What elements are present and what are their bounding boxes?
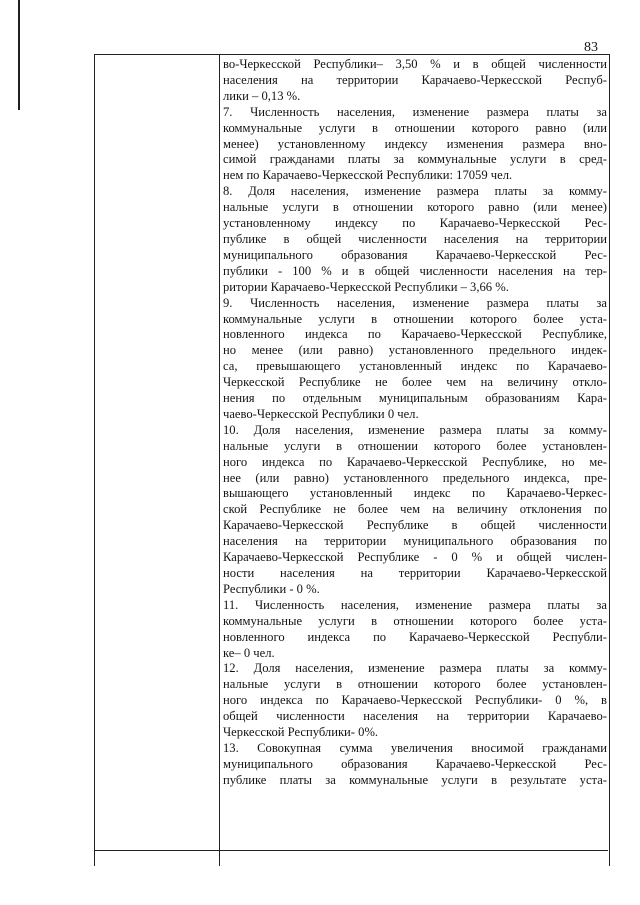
text-line: вышающего установленный индекс по Карачаево-Черкес- — [223, 486, 607, 501]
text-line: во-Черкесской Республики– 3,50 % и в общей численности — [223, 57, 607, 71]
table-bottom-rule — [94, 850, 608, 851]
text-line: новленного индекса по Карачаево-Черкесской Республи- — [223, 629, 607, 644]
text-line: 8. Доля населения, изменение размера платы за комму- — [223, 184, 607, 199]
text-line: 10. Доля населения, изменение размера платы за комму- — [223, 422, 607, 437]
text-line: нальные услуги в отношении которого более установлен- — [223, 677, 607, 692]
text-line: населения на территории Карачаево-Черкесской Респуб- — [223, 72, 607, 87]
left-margin-rule — [18, 0, 20, 110]
text-line: установленному индексу по Карачаево-Черкесской Рес- — [223, 216, 607, 231]
column-divider — [219, 55, 220, 866]
text-line: нальные услуги в отношении которого более установлен- — [223, 438, 607, 453]
text-line: ской Республике не более чем на величину отклонения по — [223, 502, 607, 517]
text-line: 12. Доля населения, изменение размера платы за комму- — [223, 661, 607, 676]
text-line: коммунальные услуги в отношении которого более уста- — [223, 613, 607, 628]
text-line: са, превышающего установленный индекс по Карачаево- — [223, 359, 607, 374]
text-line: населения на территории муниципального образования по — [223, 534, 607, 549]
text-line: ности населения на территории Карачаево-Черкесской — [223, 566, 607, 580]
text-line: новленного индекса по Карачаево-Черкесской Республике, — [223, 327, 607, 342]
text-line: ного индекса по Карачаево-Черкесской Республике, но ме- — [223, 454, 607, 469]
text-line: Карачаево-Черкесской Республике - 0 % и общей числен- — [223, 550, 607, 565]
text-line: 11. Численность населения, изменение размера платы за — [223, 597, 607, 612]
text-line: коммунальные услуги в отношении которого более уста- — [223, 311, 607, 326]
text-line: коммунальные услуги в отношении которого равно (или — [223, 120, 607, 135]
text-line: муниципального образования Карачаево-Черкесской Рес- — [223, 247, 607, 262]
text-line: но менее (или равно) установленного предельного индек- — [223, 343, 607, 358]
text-line: нее (или равно) установленного предельного индекса, пре- — [223, 470, 607, 485]
text-line: лики – 0,13 %. — [223, 88, 301, 103]
text-line: публике в общей численности населения на территории — [223, 231, 607, 246]
text-line: ке– 0 чел. — [223, 645, 275, 660]
text-line: чаево-Черкесской Республики 0 чел. — [223, 406, 419, 421]
document-table — [94, 54, 610, 866]
text-line: менее) установленному индексу изменения размера вно- — [223, 136, 607, 151]
page-number: 83 — [584, 40, 598, 55]
text-line: нальные услуги в отношении которого равно (или менее) — [223, 200, 607, 215]
text-line: нения по отдельным муниципальным образованиям Кара- — [223, 391, 607, 406]
text-line: муниципального образования Карачаево-Черкесской Рес- — [223, 756, 607, 771]
text-line: 9. Численность населения, изменение размера платы за — [223, 295, 607, 310]
text-line: 13. Совокупная сумма увеличения вносимой гражданами — [223, 740, 607, 755]
text-line: Черкесской Республики- 0%. — [223, 725, 379, 740]
text-line: общей численности населения на территории Карачаево- — [223, 709, 607, 724]
text-line: симой гражданами платы за коммунальные услуги в сред- — [223, 152, 607, 167]
text-line: ного индекса по Карачаево-Черкесской Республики- 0 %, в — [223, 693, 607, 708]
text-line: 7. Численность населения, изменение размера платы за — [223, 104, 607, 119]
text-line: публики - 100 % и в общей численности населения на тер- — [223, 263, 607, 278]
text-line: публике платы за коммунальные услуги в результате уста- — [223, 772, 607, 787]
text-line: Республики - 0 %. — [223, 581, 320, 596]
text-line: нем по Карачаево-Черкесской Республики: 17059 чел. — [223, 168, 513, 183]
text-line: ритории Карачаево-Черкесской Республики – 3,66 %. — [223, 279, 509, 294]
text-cell — [223, 57, 607, 866]
text-line: Карачаево-Черкесской Республике в общей численности — [223, 518, 607, 533]
text-line: Черкесской Республике не более чем на величину откло- — [223, 375, 607, 390]
